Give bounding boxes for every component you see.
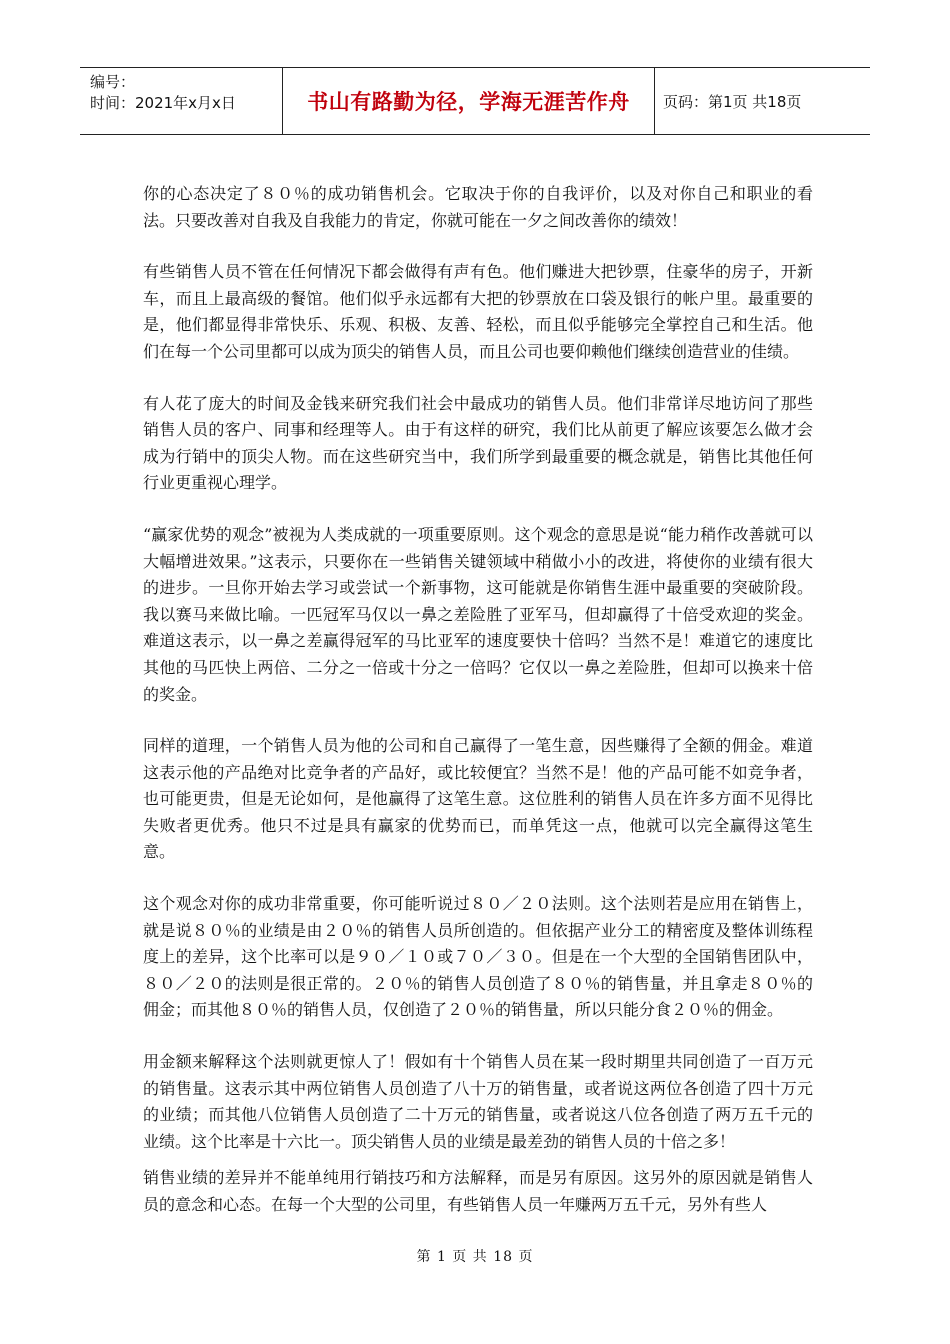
- paragraph: “赢家优势的观念”被视为人类成就的一项重要原则。这个观念的意思是说“能力稍作改善就可以大幅增进效果。”这表示，只要你在一些销售关键领域中稍做小小的改进，将使你的业绩有很大的进步。一旦你开始去学习或尝试一个新事物，这可能就是你销售生涯中最重要的突破阶段。我以赛马来做比喻。一匹冠军马仅以一鼻之差险胜了亚军马，但却赢得了十倍受欢迎的奖金。难道这表示，以一鼻之差赢得冠军的马比亚军的速度要快十倍吗？当然不是！难道它的速度比其他的马匹快上两倍、二分之一倍或十分之一倍吗？它仅以一鼻之差险胜，但却可以换来十倍的奖金。: [143, 524, 813, 704]
- paragraph: 这个观念对你的成功非常重要，你可能听说过８０／２０法则。这个法则若是应用在销售上，就是说８０％的业绩是由２０％的销售人员所创造的。但依据产业分工的精密度及整体训练程度上的差异，这个比率可以是９０／１０或７０／３０。但是在一个大型的全国销售团队中，８０／２０的法则是很正常的。２０％的销售人员创造了８０％的销售量，并且拿走８０％的佣金；而其他８０％的销售人员，仅创造了２０％的销售量，所以只能分食２０％的佣金。: [143, 894, 813, 1020]
- paragraph: 用金额来解释这个法则就更惊人了！假如有十个销售人员在某一段时期里共同创造了一百万元的销售量。这表示其中两位销售人员创造了八十万的销售量，或者说这两位各创造了四十万元的业绩；而其他八位销售人员创造了二十万元的销售量，或者说这八位各创造了两万五千元的业绩。这个比率是十六比一。顶尖销售人员的业绩是最差劲的销售人员的十倍之多！: [143, 1052, 813, 1151]
- paragraph: 有人花了庞大的时间及金钱来研究我们社会中最成功的销售人员。他们非常详尽地访问了那些销售人员的客户、同事和经理等人。由于有这样的研究，我们比从前更了解应该要怎么做才会成为行销中的顶尖人物。而在这些研究当中，我们所学到最重要的概念就是，销售比其他任何行业更重视心理学。: [143, 393, 813, 493]
- paragraph: 有些销售人员不管在任何情况下都会做得有声有色。他们赚进大把钞票，住豪华的房子，开新车，而且上最高级的餐馆。他们似乎永远都有大把的钞票放在口袋及银行的帐户里。最重要的是，他们都显得非常快乐、乐观、积极、友善、轻松，而且似乎能够完全掌控自己和生活。他们在每一个公司里都可以成为顶尖的销售人员，而且公司也要仰赖他们继续创造营业的佳绩。: [143, 262, 813, 361]
- paragraph: 同样的道理，一个销售人员为他的公司和自己赢得了一笔生意，因些赚得了全额的佣金。难道这表示他的产品绝对比竞争者的产品好，或比较便宜？当然不是！他的产品可能不如竞争者，也可能更贵，但是无论如何，是他赢得了这笔生意。这位胜利的销售人员在许多方面不见得比失败者更优秀。他只不过是具有赢家的优势而已，而单凭这一点，他就可以完全赢得这笔生意。: [143, 736, 813, 862]
- header-page-code: 页码：第1页 共18页: [663, 92, 802, 111]
- paragraph: 销售业绩的差异并不能单纯用行销技巧和方法解释，而是另有原因。这另外的原因就是销售人员的意念和心态。在每一个大型的公司里，有些销售人员一年赚两万五千元，另外有些人: [143, 1168, 813, 1214]
- document-number-label: 编号：: [90, 73, 136, 91]
- page-footer: 第 1 页 共 18 页: [416, 1249, 534, 1265]
- document-time-label: 时间：2021年x月x日: [90, 94, 236, 112]
- header-motto: 书山有路勤为径，学海无涯苦作舟: [283, 68, 655, 134]
- header-meta: [80, 68, 283, 134]
- document-body: [143, 181, 813, 1244]
- paragraph: 你的心态决定了８０％的成功销售机会。它取决于你的自我评价，以及对你自己和职业的看法。只要改善对自我及自我能力的肯定，你就可能在一夕之间改善你的绩效！: [143, 184, 813, 230]
- page-header: [80, 67, 870, 135]
